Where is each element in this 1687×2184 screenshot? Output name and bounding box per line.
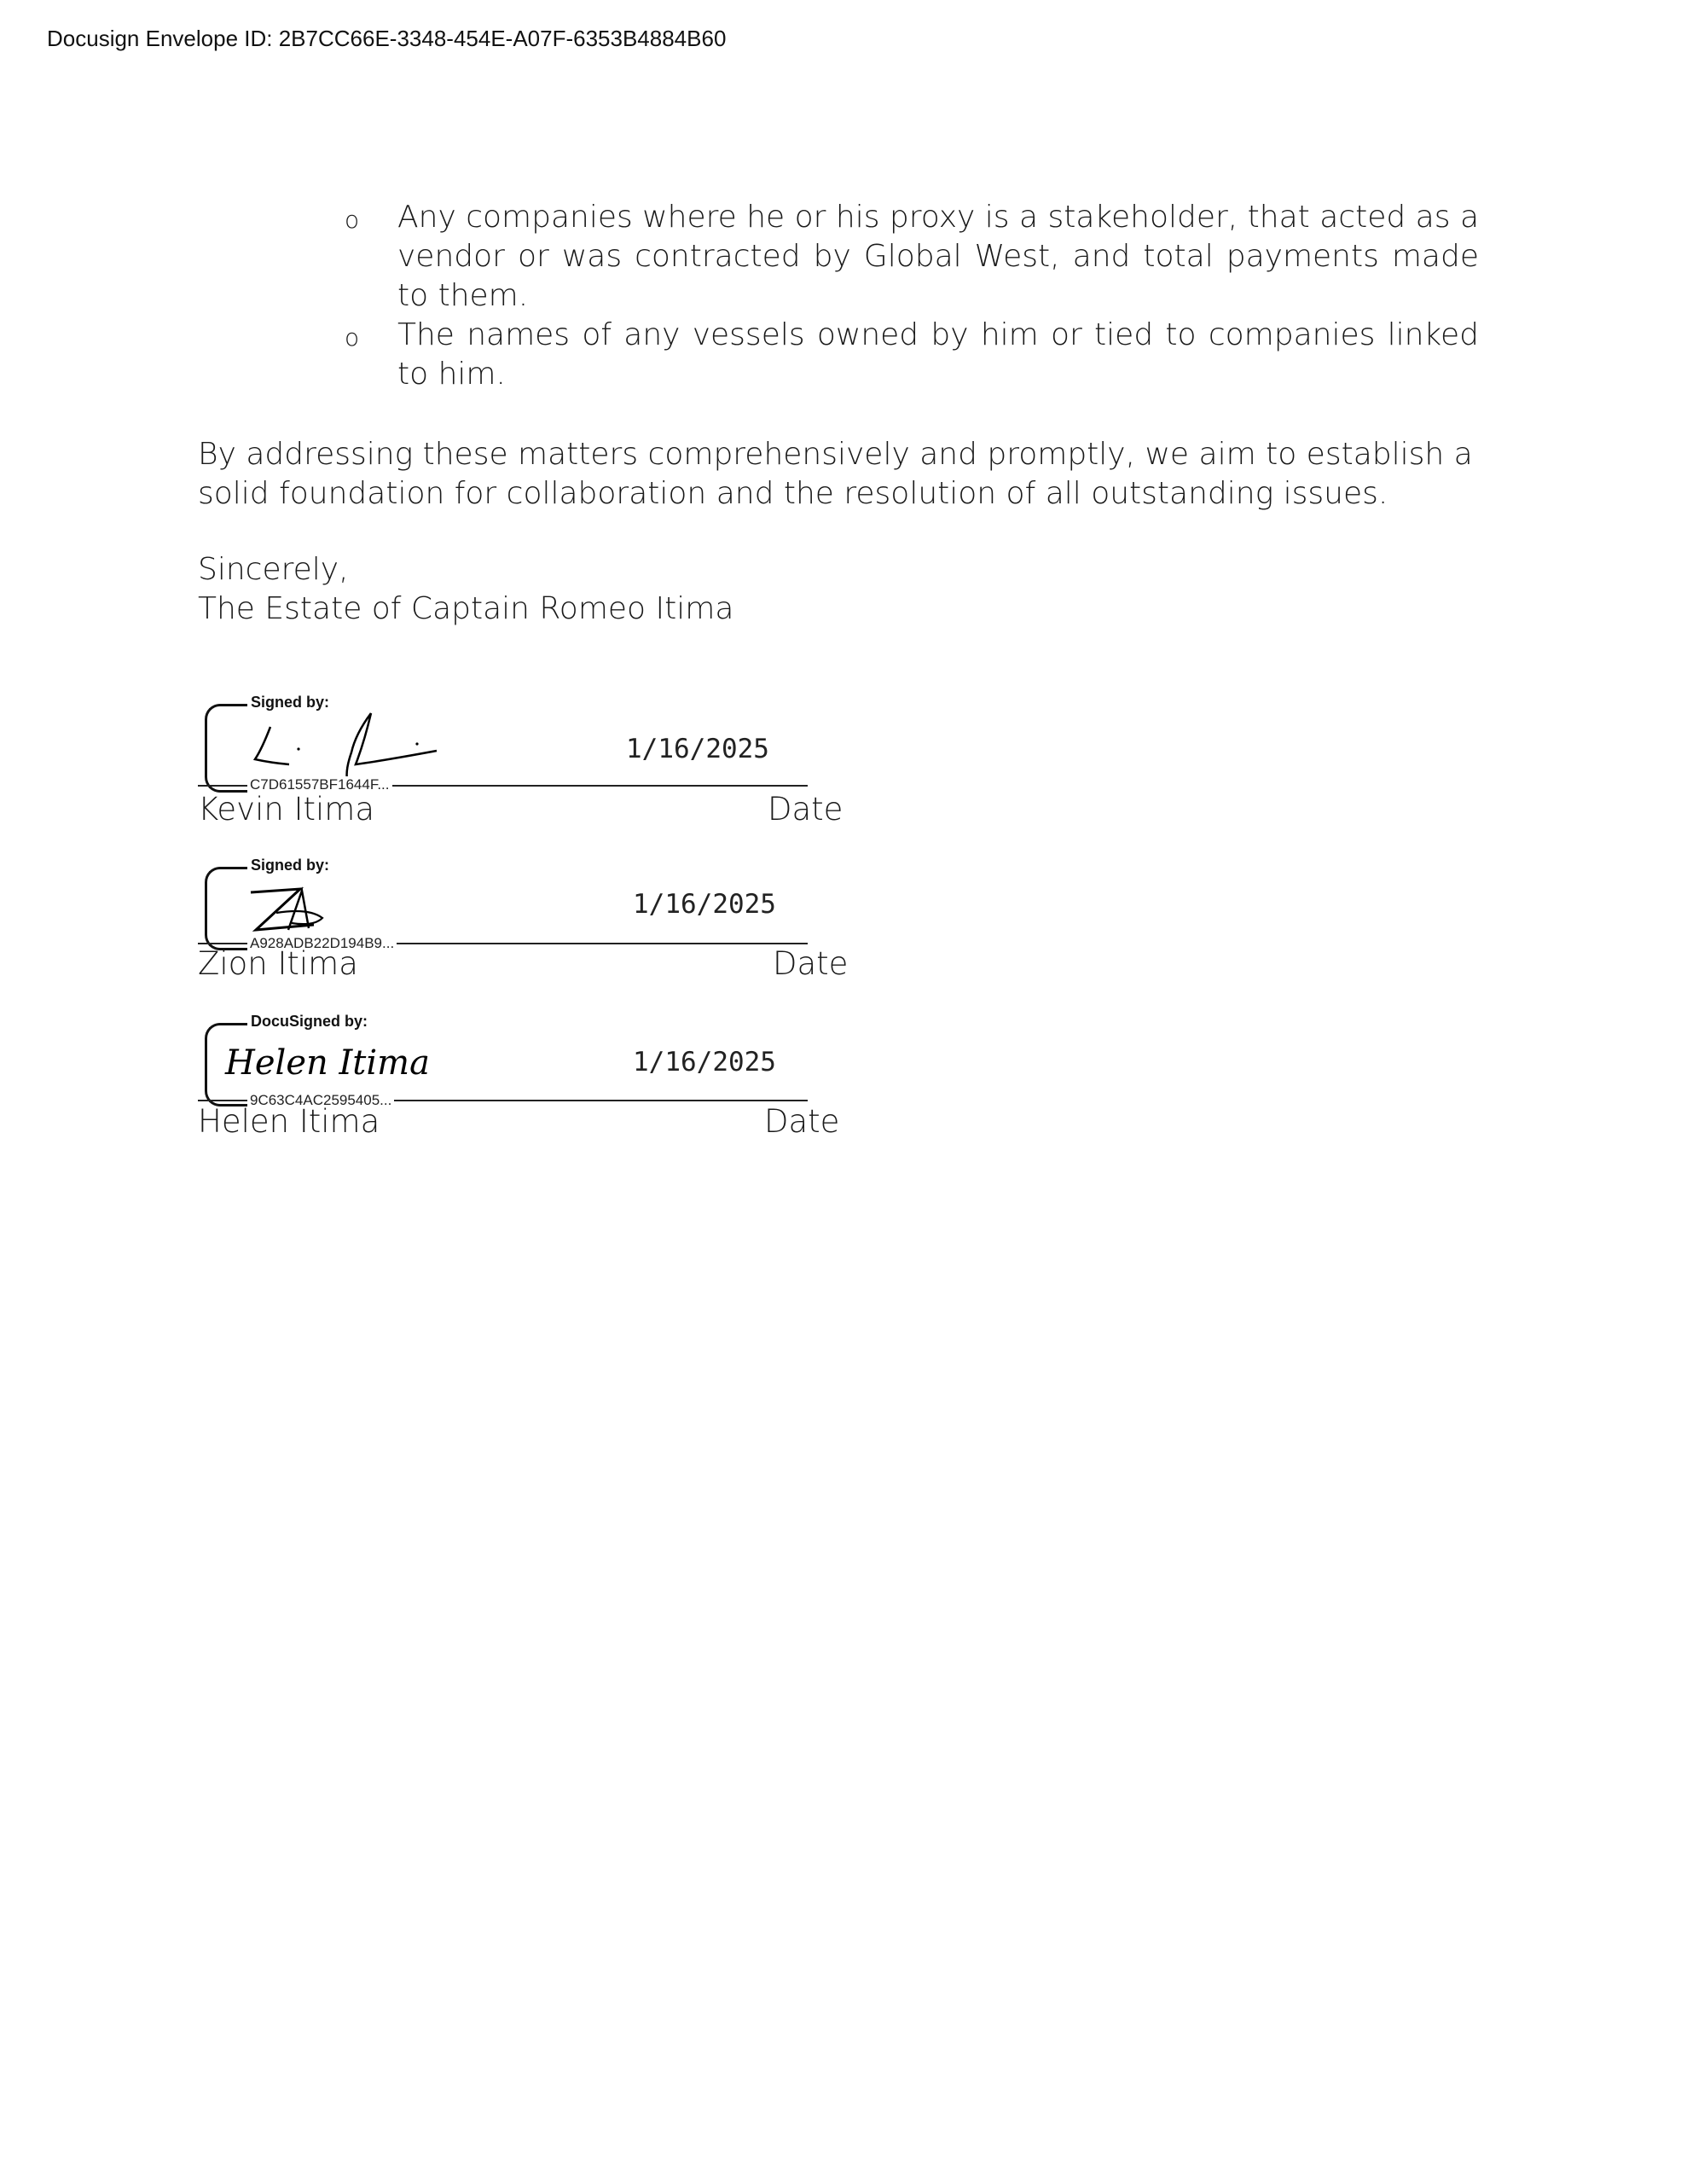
signature-id: A928ADB22D194B9...: [247, 935, 397, 952]
bullet-list: [345, 198, 1479, 394]
docusigned-by-tag: DocuSigned by:: [247, 1013, 371, 1031]
signature-id: 9C63C4AC2595405...: [247, 1092, 394, 1109]
signature-date: 1/16/2025: [633, 889, 776, 920]
signer-name: Zion Itima: [198, 945, 358, 982]
signature-date: 1/16/2025: [626, 734, 769, 764]
bullet-text: The names of any vessels owned by him or tied to companies linked to him.: [397, 317, 1479, 392]
bullet-marker: o: [345, 323, 360, 351]
signature-date: 1/16/2025: [633, 1047, 776, 1077]
signature-id: C7D61557BF1644F...: [247, 776, 392, 793]
signature-block-helen: [198, 1011, 863, 1147]
envelope-id: Docusign Envelope ID: 2B7CC66E-3348-454E-A07F-6353B4884B60: [47, 26, 727, 51]
signature-block-zion: [198, 853, 863, 990]
date-label: Date: [773, 945, 849, 982]
signer-name: Kevin Itima: [198, 791, 374, 828]
sign-off: Sincerely,: [198, 552, 349, 587]
closing-paragraph: By addressing these matters comprehensively and promptly, we aim to establish a solid foundation for collaboration and the resolution of all outstanding issues.: [198, 437, 1473, 511]
bullet-marker: o: [345, 206, 360, 234]
signer-name: Helen Itima: [198, 1103, 380, 1140]
bullet-item: [345, 316, 1479, 394]
signed-by-tag: Signed by:: [247, 857, 333, 874]
bullet-text: Any companies where he or his proxy is a stakeholder, that acted as a vendor or was contracted by Global West, and total payments made to them.: [397, 200, 1479, 313]
date-label: Date: [768, 791, 844, 828]
date-label: Date: [764, 1103, 840, 1140]
bullet-item: [345, 198, 1479, 316]
signed-by-tag: Signed by:: [247, 694, 333, 712]
signature-image-helen: Helen Itima: [225, 1043, 430, 1083]
signature-block-kevin: [198, 687, 863, 828]
sender-name: The Estate of Captain Romeo Itima: [198, 591, 734, 626]
